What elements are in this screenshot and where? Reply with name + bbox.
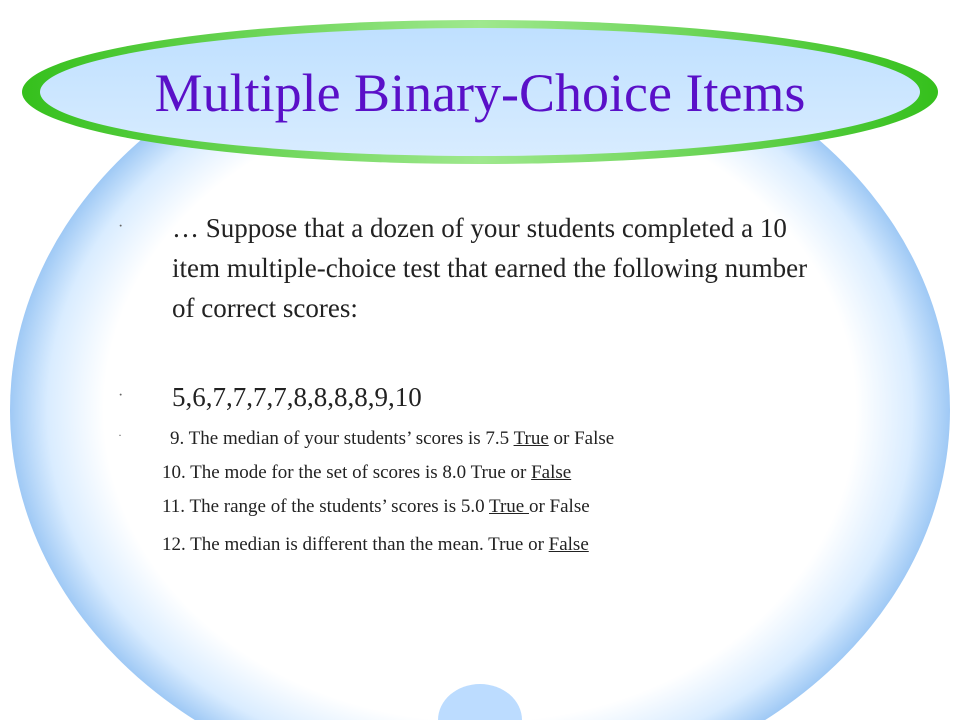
question-11 <box>162 494 590 520</box>
option-false: False <box>531 462 572 483</box>
bullet-dot: · <box>118 218 124 235</box>
scores-list: 5,6,7,7,7,7,8,8,8,8,9,10 <box>172 382 422 412</box>
bullet-dot: · <box>118 387 124 404</box>
question-number: 10. <box>162 462 186 483</box>
question-number: 11. <box>162 496 186 517</box>
question-text: The median of your students’ scores is 7.5 <box>188 428 510 449</box>
bullet-dot: · <box>118 428 122 442</box>
question-number: 12. <box>162 534 186 555</box>
option-true: True <box>470 462 506 483</box>
question-text: The mode for the set of scores is 8.0 <box>190 462 467 483</box>
option-or: or <box>553 428 570 449</box>
question-9 <box>170 426 614 452</box>
question-text: The median is different than the mean. <box>190 534 484 555</box>
option-true: True <box>513 428 549 449</box>
option-false: False <box>548 534 589 555</box>
option-true: True <box>489 496 529 517</box>
question-number: 9. <box>170 428 185 449</box>
question-10 <box>162 460 571 486</box>
option-false: False <box>549 496 590 517</box>
option-or: or <box>528 496 545 517</box>
option-true: True <box>488 534 524 555</box>
question-text: The range of the students’ scores is 5.0 <box>189 496 485 517</box>
option-or: or <box>528 534 544 555</box>
slide-title: Multiple Binary-Choice Items <box>154 63 806 123</box>
question-12 <box>162 532 589 558</box>
option-or: or <box>510 462 527 483</box>
option-false: False <box>574 428 615 449</box>
intro-paragraph: … Suppose that a dozen of your students completed a 10 item multiple-choice test that earned the following number of correct scores: <box>172 213 808 323</box>
